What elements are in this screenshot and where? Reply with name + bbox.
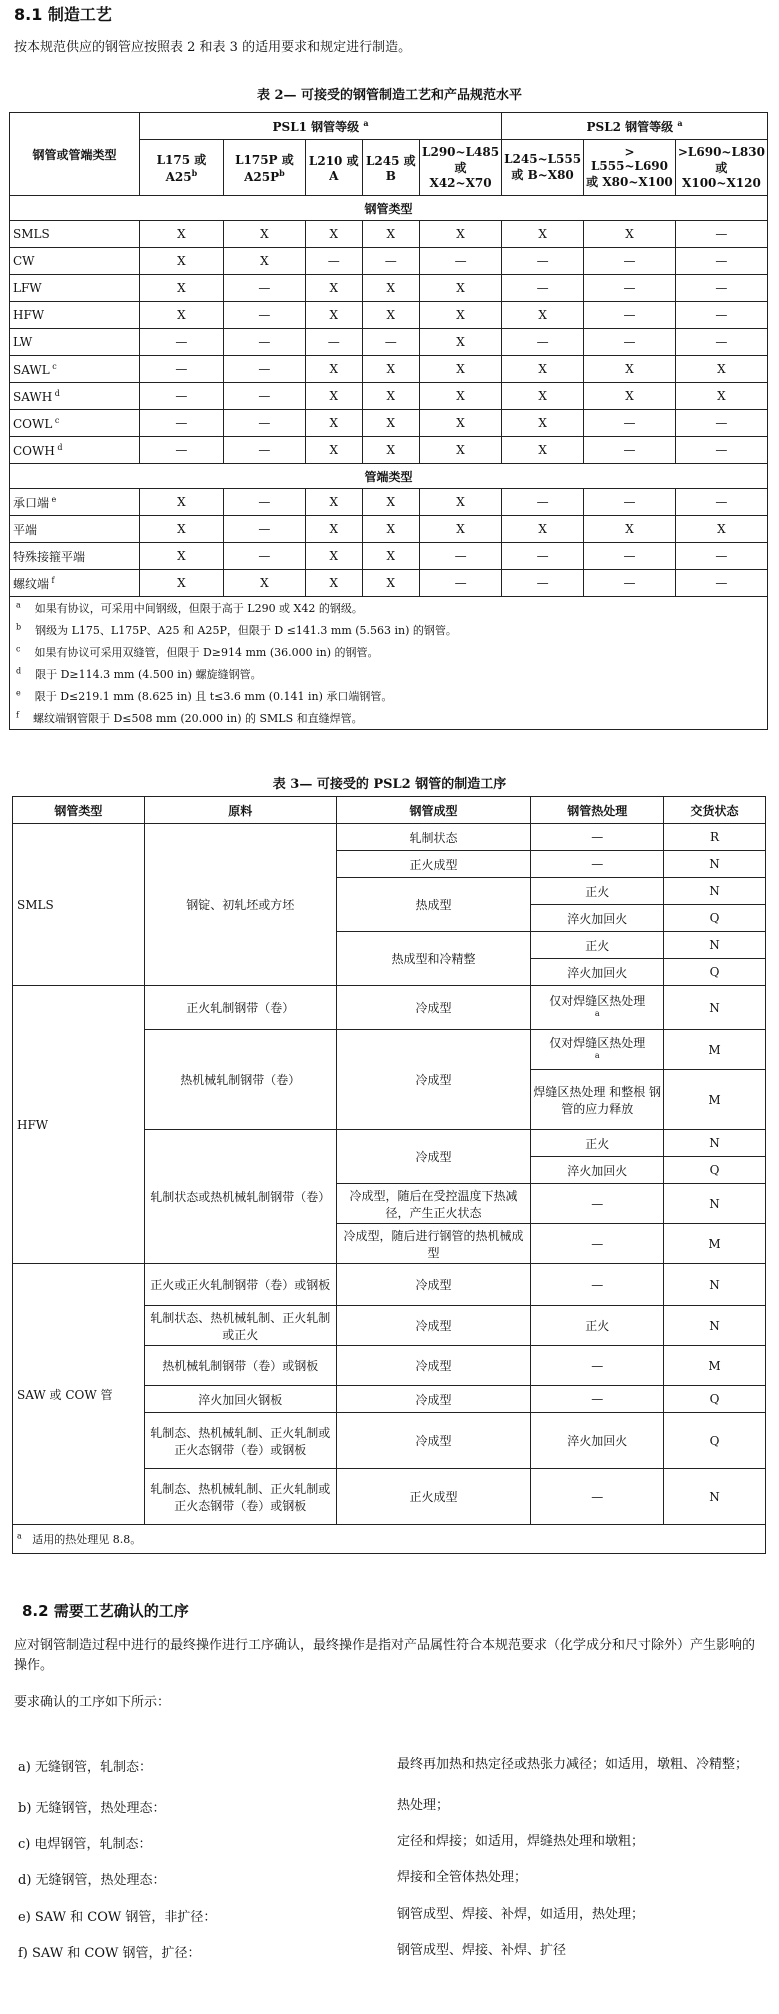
table-cell: X	[362, 543, 420, 570]
table-cell: —	[502, 543, 584, 570]
table-cell: —	[223, 383, 305, 410]
footnote-text: 限于 D≥114.3 mm (4.500 in) 螺旋缝钢管。	[21, 668, 262, 681]
footnote-mark: b	[16, 622, 22, 632]
t3-type-hfw: HFW	[13, 986, 145, 1264]
list-item-label: d) 无缝钢管，热处理态：	[18, 1873, 166, 1888]
grade-header: L245 或 B	[362, 140, 420, 196]
footnote-mark: f	[16, 710, 19, 720]
t3-forming: 冷成型	[336, 1346, 531, 1386]
table-cell: —	[362, 329, 420, 356]
t3-forming: 正火成型	[336, 1469, 531, 1525]
t3-state: N	[664, 986, 766, 1030]
footnote-mark: c	[16, 644, 21, 654]
table-cell: —	[584, 275, 676, 302]
footnote	[10, 641, 768, 663]
table-cell: —	[223, 356, 305, 383]
t3-heat: —	[531, 851, 664, 878]
t3-forming: 冷成型，随后在受控温度下热减径，产生正火状态	[336, 1184, 531, 1224]
t3-forming: 冷成型	[336, 1413, 531, 1469]
t3-heat: 仅对焊缝区热处理 $^a$	[531, 986, 664, 1030]
table-cell: —	[139, 410, 223, 437]
table-cell: X	[420, 221, 502, 248]
t3-header: 钢管成型	[336, 797, 531, 824]
table-cell: —	[675, 543, 767, 570]
t3-forming: 热成型	[336, 878, 531, 932]
footnote-text: 钢级为 L175、L175P、A25 和 A25P，但限于 D ≤141.3 mm (5.563 in) 的钢管。	[21, 624, 457, 637]
t3-heat: —	[531, 1224, 664, 1264]
footnote	[10, 663, 768, 685]
list-item-description: 最终再加热和热定径或热张力减径；如适用，墩粗、冷精整；	[397, 1757, 749, 1772]
section-8-1-paragraph: 按本规范供应的钢管应按照表 2 和表 3 的适用要求和规定进行制造。	[14, 40, 412, 55]
table-cell: X	[420, 275, 502, 302]
footnote-text: 螺纹端钢管限于 D≤508 mm (20.000 in) 的 SMLS 和直缝焊管。	[18, 712, 363, 725]
t3-state: Q	[664, 1386, 766, 1413]
table-row	[10, 543, 768, 570]
table-cell: —	[584, 437, 676, 464]
table-cell: —	[223, 516, 305, 543]
section-8-2-intro: 要求确认的工序如下所示：	[14, 1695, 171, 1710]
table-cell: —	[675, 275, 767, 302]
table-cell: —	[223, 489, 305, 516]
row-label: SAWL $^c$	[10, 356, 140, 383]
table-row	[10, 489, 768, 516]
table-cell: X	[305, 275, 362, 302]
t3-heat: 淬火加回火	[531, 905, 664, 932]
t3-heat: 淬火加回火	[531, 1413, 664, 1469]
footnote-mark: c	[49, 361, 57, 371]
t3-state: Q	[664, 1157, 766, 1184]
table-cell: X	[362, 302, 420, 329]
section-8-2-title: 8.2 需要工艺确认的工序	[22, 1602, 189, 1620]
table-cell: X	[305, 543, 362, 570]
table-cell: X	[502, 437, 584, 464]
t3-forming: 轧制状态	[336, 824, 531, 851]
row-label: LW	[10, 329, 140, 356]
table-cell: —	[675, 410, 767, 437]
grade-header: L175 或 A25$^b$	[139, 140, 223, 196]
table-cell: —	[502, 489, 584, 516]
t3-state: N	[664, 1130, 766, 1157]
list-item-description: 钢管成型、焊接、补焊、扩径	[397, 1943, 567, 1958]
end-type-subheader: 管端类型	[10, 464, 768, 489]
footnote-mark: d	[52, 388, 60, 398]
footnote-text: 限于 D≤219.1 mm (8.625 in) 且 t≤3.6 mm (0.141 in) 承口端钢管。	[20, 690, 393, 703]
table-2-caption: 表 2— 可接受的钢管制造工艺和产品规范水平	[256, 88, 523, 103]
t3-material: 热机械轧制钢带（卷）	[144, 1030, 336, 1130]
list-item-label: c) 电焊钢管，轧制态：	[18, 1837, 152, 1852]
t3-state: R	[664, 824, 766, 851]
t3-state: M	[664, 1346, 766, 1386]
footnote-mark: d	[54, 442, 63, 452]
table-cell: X	[305, 221, 362, 248]
grade-header: > L555~L690 或 X80~X100	[584, 140, 676, 196]
row-label: COWL $^c$	[10, 410, 140, 437]
list-item-label: b) 无缝钢管，热处理态：	[18, 1801, 166, 1816]
table-cell: X	[139, 570, 223, 597]
table-2	[9, 112, 768, 730]
table-cell: X	[420, 489, 502, 516]
footnote	[10, 707, 768, 730]
grade-header: L290~L485 或 X42~X70	[420, 140, 502, 196]
t3-state: N	[664, 1306, 766, 1346]
row-label: 平端	[10, 516, 140, 543]
grade-header: L245~L555 或 B~X80	[502, 140, 584, 196]
row-label: HFW	[10, 302, 140, 329]
footnote-row	[10, 707, 768, 730]
table-cell: X	[305, 356, 362, 383]
table-cell: —	[502, 570, 584, 597]
t3-state: N	[664, 1264, 766, 1306]
table-cell: X	[139, 248, 223, 275]
pipe-type-rows	[10, 221, 768, 464]
t3-material: 正火或正火轧制钢带（卷）或钢板	[144, 1264, 336, 1306]
table-cell: X	[362, 410, 420, 437]
table-cell: —	[584, 329, 676, 356]
table-cell: —	[584, 302, 676, 329]
t3-forming: 冷成型	[336, 1264, 531, 1306]
table-cell: —	[584, 248, 676, 275]
table-cell: X	[139, 489, 223, 516]
table-cell: X	[502, 302, 584, 329]
table-row	[10, 383, 768, 410]
list-item-description: 焊接和全管体热处理；	[397, 1870, 528, 1885]
table-cell: X	[362, 275, 420, 302]
table-cell: —	[139, 356, 223, 383]
table-cell: —	[139, 329, 223, 356]
table-3-note: $^a$ 适用的热处理见 8.8。	[13, 1525, 766, 1554]
table-cell: X	[362, 437, 420, 464]
t3-header: 交货状态	[664, 797, 766, 824]
t3-forming: 冷成型	[336, 1386, 531, 1413]
t3-state: M	[664, 1070, 766, 1130]
table-cell: X	[420, 383, 502, 410]
footnote	[10, 685, 768, 707]
t3-state: M	[664, 1224, 766, 1264]
table-cell: —	[675, 570, 767, 597]
table-cell: X	[362, 383, 420, 410]
table-cell: X	[420, 410, 502, 437]
table-cell: —	[420, 570, 502, 597]
table-row	[10, 570, 768, 597]
t3-forming: 冷成型	[336, 1306, 531, 1346]
t3-state: N	[664, 851, 766, 878]
table-cell: X	[675, 356, 767, 383]
table-cell: X	[502, 516, 584, 543]
t3-material: 轧制态、热机械轧制、正火轧制或正火态钢带（卷）或钢板	[144, 1469, 336, 1525]
footnote-mark: d	[16, 666, 22, 676]
table-cell: X	[675, 383, 767, 410]
psl1-header: PSL1 钢管等级 $^a$	[139, 113, 501, 140]
table-cell: —	[305, 248, 362, 275]
t3-material: 钢锭、初轧坯或方坯	[144, 824, 336, 986]
t3-heat: 焊缝区热处理 和整根 钢管的应力释放	[531, 1070, 664, 1130]
table-cell: X	[139, 516, 223, 543]
footnote-text: 如果有协议，可采用中间钢级，但限于高于 L290 或 X42 的钢级。	[20, 602, 363, 615]
t3-heat: 仅对焊缝区热处理 $^a$	[531, 1030, 664, 1070]
t3-heat: —	[531, 1184, 664, 1224]
t3-material: 轧制状态、热机械轧制、正火轧制或正火	[144, 1306, 336, 1346]
end-type-rows	[10, 489, 768, 597]
table-cell: X	[139, 221, 223, 248]
t3-heat: 正火	[531, 1130, 664, 1157]
table-cell: X	[362, 356, 420, 383]
table-cell: —	[675, 248, 767, 275]
table-cell: —	[675, 329, 767, 356]
table-3-caption: 表 3— 可接受的 PSL2 钢管的制造工序	[272, 777, 507, 792]
table-cell: X	[305, 437, 362, 464]
table-cell: —	[502, 275, 584, 302]
table-row	[10, 221, 768, 248]
table-cell: X	[420, 356, 502, 383]
table-cell: —	[305, 329, 362, 356]
t3-material: 正火轧制钢带（卷）	[144, 986, 336, 1030]
row-label: SMLS	[10, 221, 140, 248]
footnote-row	[10, 641, 768, 663]
table-row	[10, 302, 768, 329]
footnote-row	[10, 619, 768, 641]
row-label: 螺纹端 $^f$	[10, 570, 140, 597]
t3-header: 原料	[144, 797, 336, 824]
table-cell: —	[584, 570, 676, 597]
t3-state: Q	[664, 1413, 766, 1469]
t3-heat: —	[531, 1469, 664, 1525]
table-cell: X	[584, 383, 676, 410]
section-8-2-paragraph: 应对钢管制造过程中进行的最终操作进行工序确认，最终操作是指对产品属性符合本规范要求（化学成分和尺寸除外）产生影响的操作。	[14, 1638, 756, 1673]
table-cell: —	[675, 221, 767, 248]
t3-heat: 正火	[531, 932, 664, 959]
table-cell: X	[223, 221, 305, 248]
table-cell: X	[362, 570, 420, 597]
t3-material: 淬火加回火钢板	[144, 1386, 336, 1413]
table-cell: X	[305, 489, 362, 516]
table-cell: X	[139, 275, 223, 302]
table-row	[10, 410, 768, 437]
table-cell: X	[502, 410, 584, 437]
t3-heat: 淬火加回火	[531, 1157, 664, 1184]
footnote-mark: e	[49, 494, 57, 504]
t3-state: N	[664, 1469, 766, 1525]
list-item-description: 定径和焊接；如适用，焊缝热处理和墩粗；	[397, 1834, 645, 1849]
table-cell: X	[362, 516, 420, 543]
footnote-text: 如果有协议可采用双缝管，但限于 D≥914 mm (36.000 in) 的钢管。	[20, 646, 379, 659]
table-cell: —	[223, 302, 305, 329]
table-cell: X	[675, 516, 767, 543]
row-label: 特殊接箍平端	[10, 543, 140, 570]
table-cell: —	[420, 248, 502, 275]
table-cell: —	[584, 543, 676, 570]
table-cell: —	[675, 302, 767, 329]
t3-heat: —	[531, 824, 664, 851]
footnote-row	[10, 663, 768, 685]
row-label: COWH $^d$	[10, 437, 140, 464]
row-label: CW	[10, 248, 140, 275]
list-item-label: e) SAW 和 COW 钢管，非扩径：	[18, 1910, 217, 1925]
table-cell: X	[502, 383, 584, 410]
table-cell: X	[502, 221, 584, 248]
t3-heat: —	[531, 1264, 664, 1306]
footnote	[10, 619, 768, 641]
grade-header: >L690~L830 或 X100~X120	[675, 140, 767, 196]
table-row	[10, 356, 768, 383]
table-2-notes	[10, 597, 768, 730]
t3-forming: 冷成型，随后进行钢管的热机械成型	[336, 1224, 531, 1264]
table-cell: —	[139, 437, 223, 464]
table-cell: X	[305, 570, 362, 597]
table-cell: —	[420, 543, 502, 570]
t3-material: 轧制状态或热机械轧制钢带（卷）	[144, 1130, 336, 1264]
t3-heat: 淬火加回火	[531, 959, 664, 986]
t3-state: Q	[664, 905, 766, 932]
table-cell: X	[502, 356, 584, 383]
footnote-row	[10, 685, 768, 707]
t3-heat: 正火	[531, 878, 664, 905]
table-cell: —	[675, 489, 767, 516]
row-label: 承口端 $^e$	[10, 489, 140, 516]
t3-heat: —	[531, 1386, 664, 1413]
table-cell: —	[362, 248, 420, 275]
table-cell: X	[420, 329, 502, 356]
list-item-label: f) SAW 和 COW 钢管，扩径：	[18, 1946, 201, 1961]
t3-forming: 正火成型	[336, 851, 531, 878]
t3-forming: 冷成型	[336, 1130, 531, 1184]
table-cell: —	[223, 437, 305, 464]
section-8-1-title: 8.1 制造工艺	[14, 5, 112, 24]
t3-state: N	[664, 878, 766, 905]
t3-header: 钢管热处理	[531, 797, 664, 824]
table-cell: X	[420, 302, 502, 329]
table-row	[10, 437, 768, 464]
list-item-description: 钢管成型、焊接、补焊，如适用，热处理；	[397, 1907, 645, 1922]
table-cell: —	[223, 275, 305, 302]
table-cell: X	[584, 516, 676, 543]
table-cell: —	[675, 437, 767, 464]
t3-forming: 热成型和冷精整	[336, 932, 531, 986]
footnote	[10, 597, 768, 620]
t3-forming: 冷成型	[336, 986, 531, 1030]
table-cell: —	[502, 248, 584, 275]
table-cell: —	[139, 383, 223, 410]
t3-material: 轧制态、热机械轧制、正火轧制或正火态钢带（卷）或钢板	[144, 1413, 336, 1469]
table-2-type-header: 钢管或管端类型	[10, 113, 140, 196]
table-cell: —	[223, 543, 305, 570]
table-row	[10, 275, 768, 302]
list-item-description: 热处理；	[397, 1798, 450, 1813]
footnote-mark: e	[16, 688, 21, 698]
footnote-mark: a	[16, 600, 21, 610]
row-label: SAWH $^d$	[10, 383, 140, 410]
t3-type-saw: SAW 或 COW 管	[13, 1264, 145, 1525]
t3-state: N	[664, 1184, 766, 1224]
t3-type-smls: SMLS	[13, 824, 145, 986]
psl2-header: PSL2 钢管等级 $^a$	[502, 113, 768, 140]
t3-state: N	[664, 932, 766, 959]
table-cell: —	[223, 410, 305, 437]
table-row	[10, 329, 768, 356]
table-cell: X	[584, 356, 676, 383]
grade-header: L175P 或 $A25P^b$	[223, 140, 305, 196]
table-cell: —	[584, 489, 676, 516]
table-cell: X	[223, 570, 305, 597]
t3-state: Q	[664, 959, 766, 986]
table-cell: X	[362, 489, 420, 516]
t3-heat: 正火	[531, 1306, 664, 1346]
t3-material: 热机械轧制钢带（卷）或钢板	[144, 1346, 336, 1386]
table-3	[12, 796, 766, 1554]
t3-header: 钢管类型	[13, 797, 145, 824]
table-cell: —	[502, 329, 584, 356]
table-cell: X	[305, 410, 362, 437]
table-cell: X	[420, 516, 502, 543]
footnote-mark: f	[49, 575, 55, 585]
t3-heat: —	[531, 1346, 664, 1386]
table-cell: —	[223, 329, 305, 356]
table-cell: X	[223, 248, 305, 275]
grade-header: L210 或 A	[305, 140, 362, 196]
footnote-mark: c	[52, 415, 60, 425]
t3-state: M	[664, 1030, 766, 1070]
footnote-row	[10, 597, 768, 620]
table-row	[10, 248, 768, 275]
table-cell: X	[305, 302, 362, 329]
list-item-label: a) 无缝钢管，轧制态：	[18, 1760, 152, 1775]
table-cell: X	[305, 516, 362, 543]
table-cell: X	[305, 383, 362, 410]
table-cell: X	[584, 221, 676, 248]
table-cell: X	[362, 221, 420, 248]
table-cell: X	[420, 437, 502, 464]
t3-forming: 冷成型	[336, 1030, 531, 1130]
row-label: LFW	[10, 275, 140, 302]
table-row	[10, 516, 768, 543]
table-cell: X	[139, 543, 223, 570]
table-cell: X	[139, 302, 223, 329]
pipe-type-subheader: 钢管类型	[10, 196, 768, 221]
table-cell: —	[584, 410, 676, 437]
